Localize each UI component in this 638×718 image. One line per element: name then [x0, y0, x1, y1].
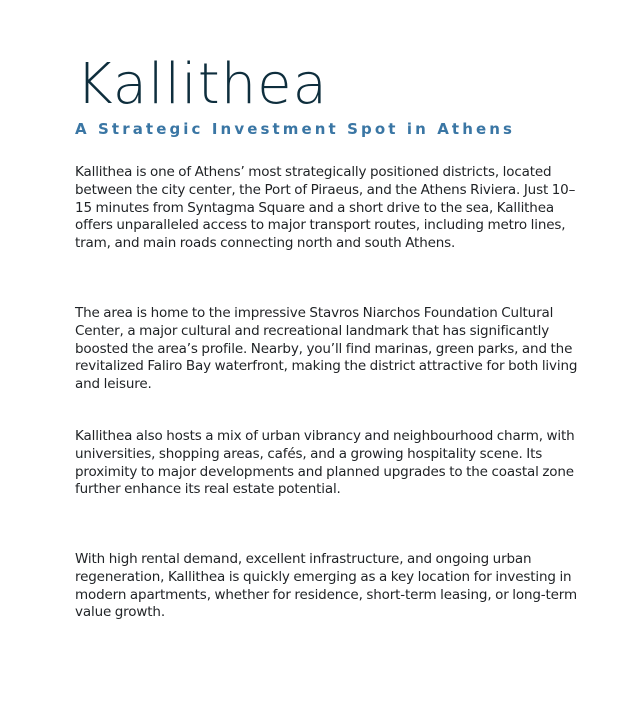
paragraph-landmarks: The area is home to the impressive Stavros Niarchos Foundation Cultural Center, a major cultural and recreational landmark that has significantly boosted the area’s profile. Nearby, you’ll find marinas, green parks, and the revitalized Faliro Bay waterfront, making the district attractive for both living and leisure. [75, 305, 578, 393]
paragraph-location: Kallithea is one of Athens’ most strategically positioned districts, located between the city center, the Port of Piraeus, and the Athens Riviera. Just 10–15 minutes from Syntagma Square and a short drive to the sea, Kallithea offers unparalleled access to major transport routes, including metro lines, tram, and main roads connecting north and south Athens. [75, 164, 576, 252]
paragraph-urban-mix: Kallithea also hosts a mix of urban vibrancy and neighbourhood charm, with universities, shopping areas, cafés, and a growing hospitality scene. Its proximity to major developments and planned upgrades to the coastal zone further enhance its real estate potential. [75, 428, 575, 498]
page-subtitle: A Strategic Investment Spot in Athens [75, 120, 516, 138]
paragraph-investment: With high rental demand, excellent infrastructure, and ongoing urban regeneration, Kallithea is quickly emerging as a key location for investing in modern apartments, whether for residence, short-term leasing, or long-term value growth. [75, 551, 577, 621]
page-title: Kallithea [76, 52, 328, 117]
